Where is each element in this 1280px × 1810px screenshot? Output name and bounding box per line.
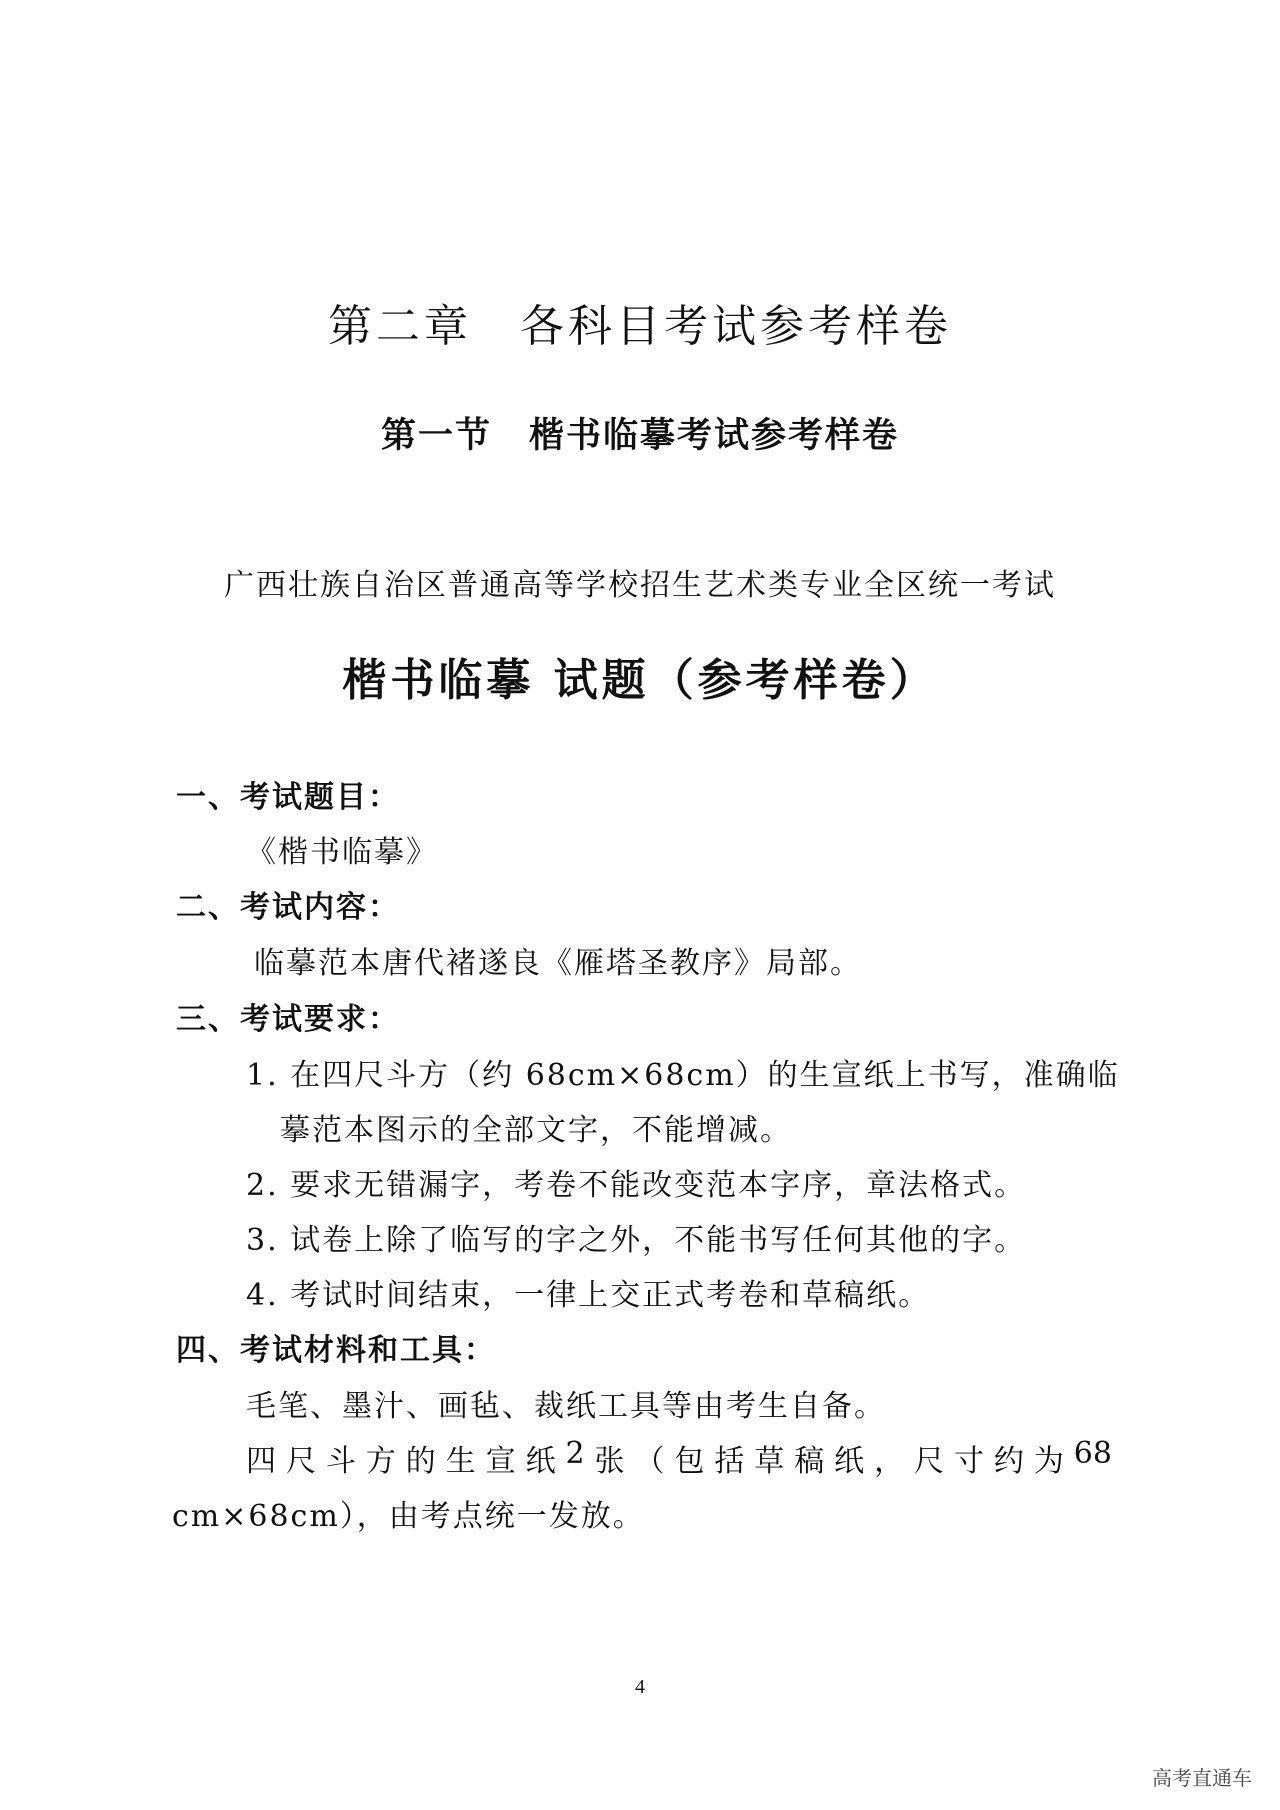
materials-body-line-2: 四 尺 斗 方 的 生 宣 纸 2 张 （ 包 括 草 稿 纸 ， 尺 寸 约 为 68 <box>246 1436 1112 1479</box>
section-body-topic: 《楷书临摹》 <box>246 835 438 870</box>
section-heading-content: 二、考试内容： <box>176 890 400 925</box>
section-heading-topic: 一、考试题目： <box>176 780 400 815</box>
requirement-item-4: 4. 考试时间结束，一律上交正式考卷和草稿纸。 <box>246 1278 931 1313</box>
materials-body-line-3: cm×68cm），由考点统一发放。 <box>172 1499 645 1534</box>
page-number: 4 <box>635 1676 645 1698</box>
materials-body-line-1: 毛笔、墨汁、画毡、裁纸工具等由考生自备。 <box>246 1389 886 1424</box>
requirement-item-3: 3. 试卷上除了临写的字之外，不能书写任何其他的字。 <box>246 1223 1027 1258</box>
exam-organization-line: 广西壮族自治区普通高等学校招生艺术类专业全区统一考试 <box>224 568 1056 603</box>
requirement-item-1-continued: 摹范本图示的全部文字，不能增减。 <box>280 1113 792 1148</box>
section-heading-materials: 四、考试材料和工具： <box>176 1333 496 1368</box>
section-body-content: 临摹范本唐代褚遂良《雁塔圣教序》局部。 <box>254 946 862 981</box>
section-title: 第一节 楷书临摹考试参考样卷 <box>380 416 899 456</box>
requirement-item-1: 1. 在四尺斗方（约 68cm×68cm）的生宣纸上书写，准确临 <box>246 1058 1120 1093</box>
exam-title: 楷书临摹 试题（参考样卷） <box>342 655 938 706</box>
chapter-title: 第二章 各科目考试参考样卷 <box>328 301 952 352</box>
section-heading-requirements: 三、考试要求： <box>176 1002 400 1037</box>
watermark-text: 高考直通车 <box>1152 1766 1252 1790</box>
requirement-item-2: 2. 要求无错漏字，考卷不能改变范本字序，章法格式。 <box>246 1168 1027 1203</box>
